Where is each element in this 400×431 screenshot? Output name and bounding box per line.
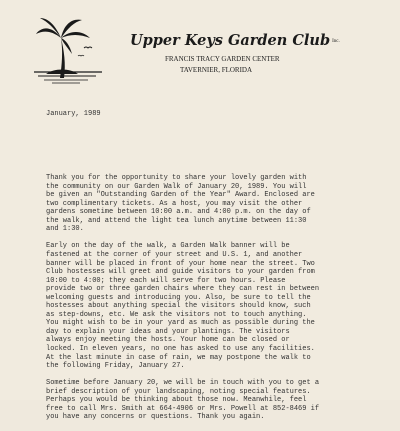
letter-line: brief description of your landscaping, noting special features. (46, 387, 311, 396)
org-suffix: Inc. (332, 39, 340, 44)
org-name (130, 32, 340, 49)
letter-line: the walk, and attend the light tea lunch anytime between 11:30 (46, 216, 307, 225)
letter-line: Sometime before January 20, we will be in touch with you to get a (46, 379, 320, 388)
letter-line: Perhaps you would be thinking about those now. Meanwhile, feel (46, 396, 307, 405)
letter-line: be given an "Outstanding Garden of the Year" Award. Enclosed are (46, 191, 315, 200)
letter-line: gardens sometime between 10:00 a.m. and 4:00 p.m. on the day of (46, 208, 311, 217)
letter-paragraph (46, 174, 396, 234)
letter-date: January, 1989 (46, 110, 101, 118)
letter-line: always enjoy meeting the hosts. Your home can be closed or (46, 336, 290, 345)
letter-line: provide two or three garden chairs where they can rest in between (46, 285, 320, 294)
letter-line: hostesses about anything special the visitors should know, such (46, 302, 311, 311)
letter-body (46, 174, 396, 431)
letter-line: At the last minute in case of rain, we may postpone the walk to (46, 353, 311, 362)
letter-line: and 1:30. (46, 225, 84, 234)
letterhead-line-2: TAVERNIER, FLORIDA (180, 66, 253, 74)
letter-line: 10:00 to 4:00; they each will serve for two hours. Please (46, 276, 286, 285)
letter-line: Thank you for the opportunity to share your lovely garden with (46, 174, 307, 182)
letter-line: banner will be placed in front of your home near the street. Two (46, 259, 315, 268)
letter-line: two complimentary tickets. As a host, you may visit the other (46, 199, 303, 208)
letter-line: you have any concerns or questions. Thank you again. (46, 413, 265, 422)
letter-line: the following Friday, January 27. (46, 362, 185, 371)
palm-tree-logo-icon (32, 12, 106, 86)
letter-line: free to call Mrs. Smith at 664-4906 or Mrs. Powell at 852-8469 if (46, 404, 320, 413)
org-name-text: Upper Keys Garden Club (130, 32, 331, 49)
letter-line: fastened at the corner of your street and U.S. 1, and another (46, 250, 303, 259)
letter-line: day to explain your ideas and your plantings. The visitors (46, 327, 290, 336)
letter-line: locked. In eleven years, no one has asked to use any facilities. (46, 344, 315, 353)
letter-line: welcoming guests and introducing you. Also, be sure to tell the (46, 293, 311, 302)
letter-line: You might wish to be in your yard as much as possible during the (46, 319, 315, 328)
letterhead-line-1: FRANCIS TRACY GARDEN CENTER (165, 55, 280, 63)
letter-line: Early on the day of the walk, a Garden Walk banner will be (46, 242, 290, 251)
letter-line: as step-downs, etc. We ask the visitors not to touch anything. (46, 310, 307, 319)
letter-paragraph (46, 379, 396, 422)
letter-line: the community on our Garden Walk of January 20, 1989. You will (46, 182, 307, 191)
letter-line: Club hostesses will greet and guide visitors to your garden from (46, 268, 315, 277)
letter-paragraph (46, 242, 396, 370)
